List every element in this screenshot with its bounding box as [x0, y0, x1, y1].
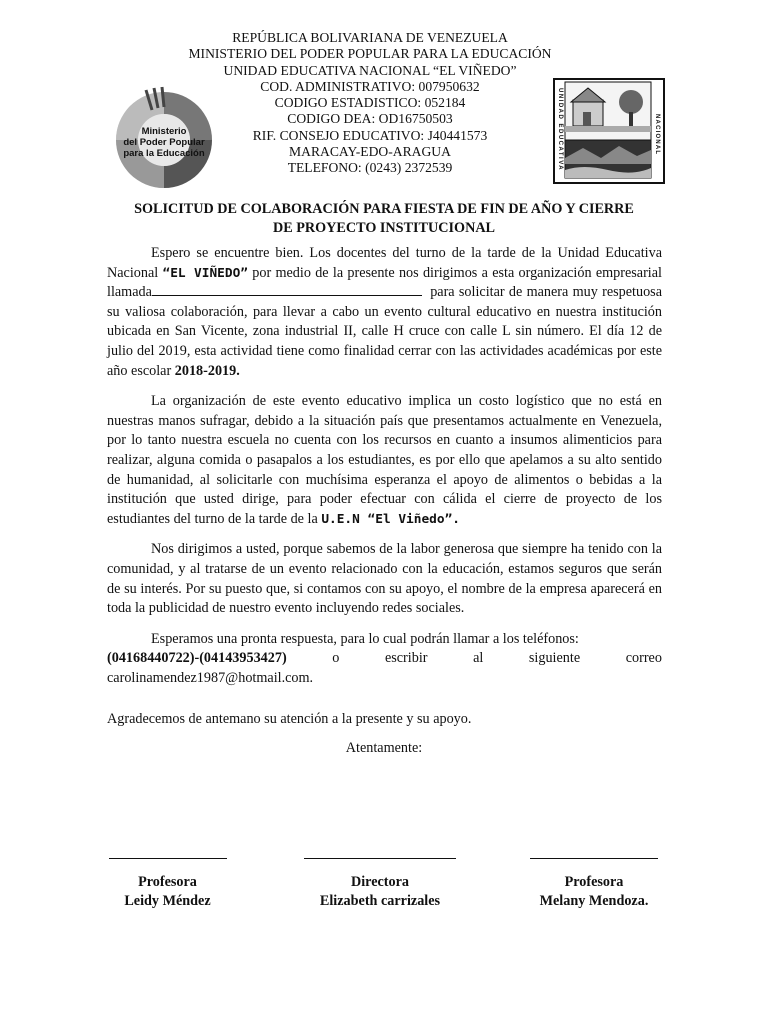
- company-name-blank: [152, 283, 422, 296]
- paragraph-reason: Nos dirigimos a usted, porque sabemos de la labor generosa que siempre ha tenido con la comunidad, y al tratarse de un evento relacionado con la educación, estamos seguros que serán de su interés. Por su puesto que, si contamos con su apoyo, el nombre de la empresa aparecerá en toda la publicidad de nuestro evento incluyendo redes sociales.: [107, 541, 662, 617]
- paragraph-request: [107, 392, 662, 529]
- contact-word: correo: [625, 650, 662, 667]
- logo-text-2: del Poder Popular: [123, 137, 205, 148]
- phone-numbers: (04168440722)-(04143953427): [107, 650, 287, 667]
- paragraph-text: La organización de este evento educativo implica un costo logístico que no está en nuestras manos sufragar, debido a la situación país que presentamos actualmente en Venezuela, por lo tanto nuestra escuela no cuenta con los recursos en cuanto a insumos alimenticios para realizar, alguna comida o pasapalos a los estudiantes, es por ello que apelamos a su alto sentido de humanidad, al solicitarle con muchísima esperanza el apoyo de alimentos o bebidas a la institución que usted dirige, para poder efectuar con cálida el cierre de proyecto de los estudiantes del turno de la tarde de la: [107, 393, 662, 527]
- paragraph-text: Espero se encuentre bien. Los docentes del turno de la tarde de la Unidad Educativa Nacional: [107, 245, 662, 281]
- header-line-stat-code: CODIGO ESTADISTICO: 052184: [274, 95, 466, 111]
- school-name: “EL VIÑEDO”: [162, 265, 248, 281]
- letter-title: [100, 200, 668, 238]
- title-line-2: DE PROYECTO INSTITUCIONAL: [272, 220, 496, 236]
- emblem-text-left: UNIDAD EDUCATIVA: [557, 88, 563, 172]
- signature-role: Profesora: [138, 874, 197, 890]
- header-line-phone: TELEFONO: (0243) 2372539: [287, 160, 453, 176]
- signature-block-1: [105, 858, 230, 910]
- closing: Atentamente:: [345, 740, 423, 756]
- emblem-text-right: NACIONAL: [654, 114, 660, 156]
- header-line-country: REPÚBLICA BOLIVARIANA DE VENEZUELA: [232, 30, 508, 45]
- contact-email: carolinamendez1987@hotmail.com.: [107, 669, 314, 686]
- letterhead: [170, 30, 570, 177]
- contact-word: siguiente: [528, 650, 581, 667]
- paragraph-thanks: Agradecemos de antemano su atención a la presente y su apoyo.: [107, 711, 472, 728]
- signature-block-3: [520, 858, 668, 910]
- header-line-ministry: MINISTERIO DEL PODER POPULAR PARA LA EDUCACIÓN: [188, 46, 552, 62]
- contact-phones-row: [107, 649, 662, 669]
- contact-word: escribir: [384, 650, 428, 667]
- school-year: 2018-2019.: [174, 362, 240, 379]
- signature-block-2: [295, 858, 465, 910]
- signature-role: Directora: [350, 874, 410, 890]
- paragraph-intro: [107, 244, 662, 381]
- paragraph-contact: Esperamos una pronta respuesta, para lo cual podrán llamar a los teléfonos:: [151, 630, 579, 647]
- title-line-1: SOLICITUD DE COLABORACIÓN PARA FIESTA DE FIN DE AÑO Y CIERRE: [134, 201, 634, 217]
- signature-name: Leidy Méndez: [124, 892, 211, 909]
- letter-body: [107, 244, 662, 741]
- header-line-school: UNIDAD EDUCATIVA NACIONAL “EL VIÑEDO”: [223, 62, 517, 78]
- contact-word: al: [473, 650, 484, 667]
- header-line-admin-code: COD. ADMINISTRATIVO: 007950632: [260, 78, 480, 94]
- school-short-name: U.E.N “El Viñedo”.: [321, 511, 460, 527]
- signature-name: Melany Mendoza.: [539, 892, 649, 909]
- paragraph-text: por medio de la presente nos dirigimos a esta organización empresarial llamada: [107, 264, 662, 301]
- contact-word: o: [332, 650, 340, 667]
- paragraph-text: para solicitar de manera muy respetuosa su valiosa colaboración, para llevar a cabo un evento cultural educativo en nuestra institución ubicada en San Vicente, zona industrial II, calle H cruce con calle L sin número. El día 12 de julio del 2019, esta actividad tiene como finalidad cerrar con las actividades académicas por este año escolar: [107, 284, 662, 379]
- logo-text-3: para la Educación: [123, 148, 205, 159]
- signature-role: Profesora: [564, 874, 624, 890]
- header-line-city: MARACAY-EDO-ARAGUA: [289, 144, 451, 160]
- header-line-dea-code: CODIGO DEA: OD16750503: [287, 111, 453, 127]
- logo-text-1: Ministerio: [141, 126, 187, 137]
- header-line-rif: RIF. CONSEJO EDUCATIVO: J40441573: [252, 127, 488, 143]
- signature-name: Elizabeth carrizales: [319, 892, 441, 909]
